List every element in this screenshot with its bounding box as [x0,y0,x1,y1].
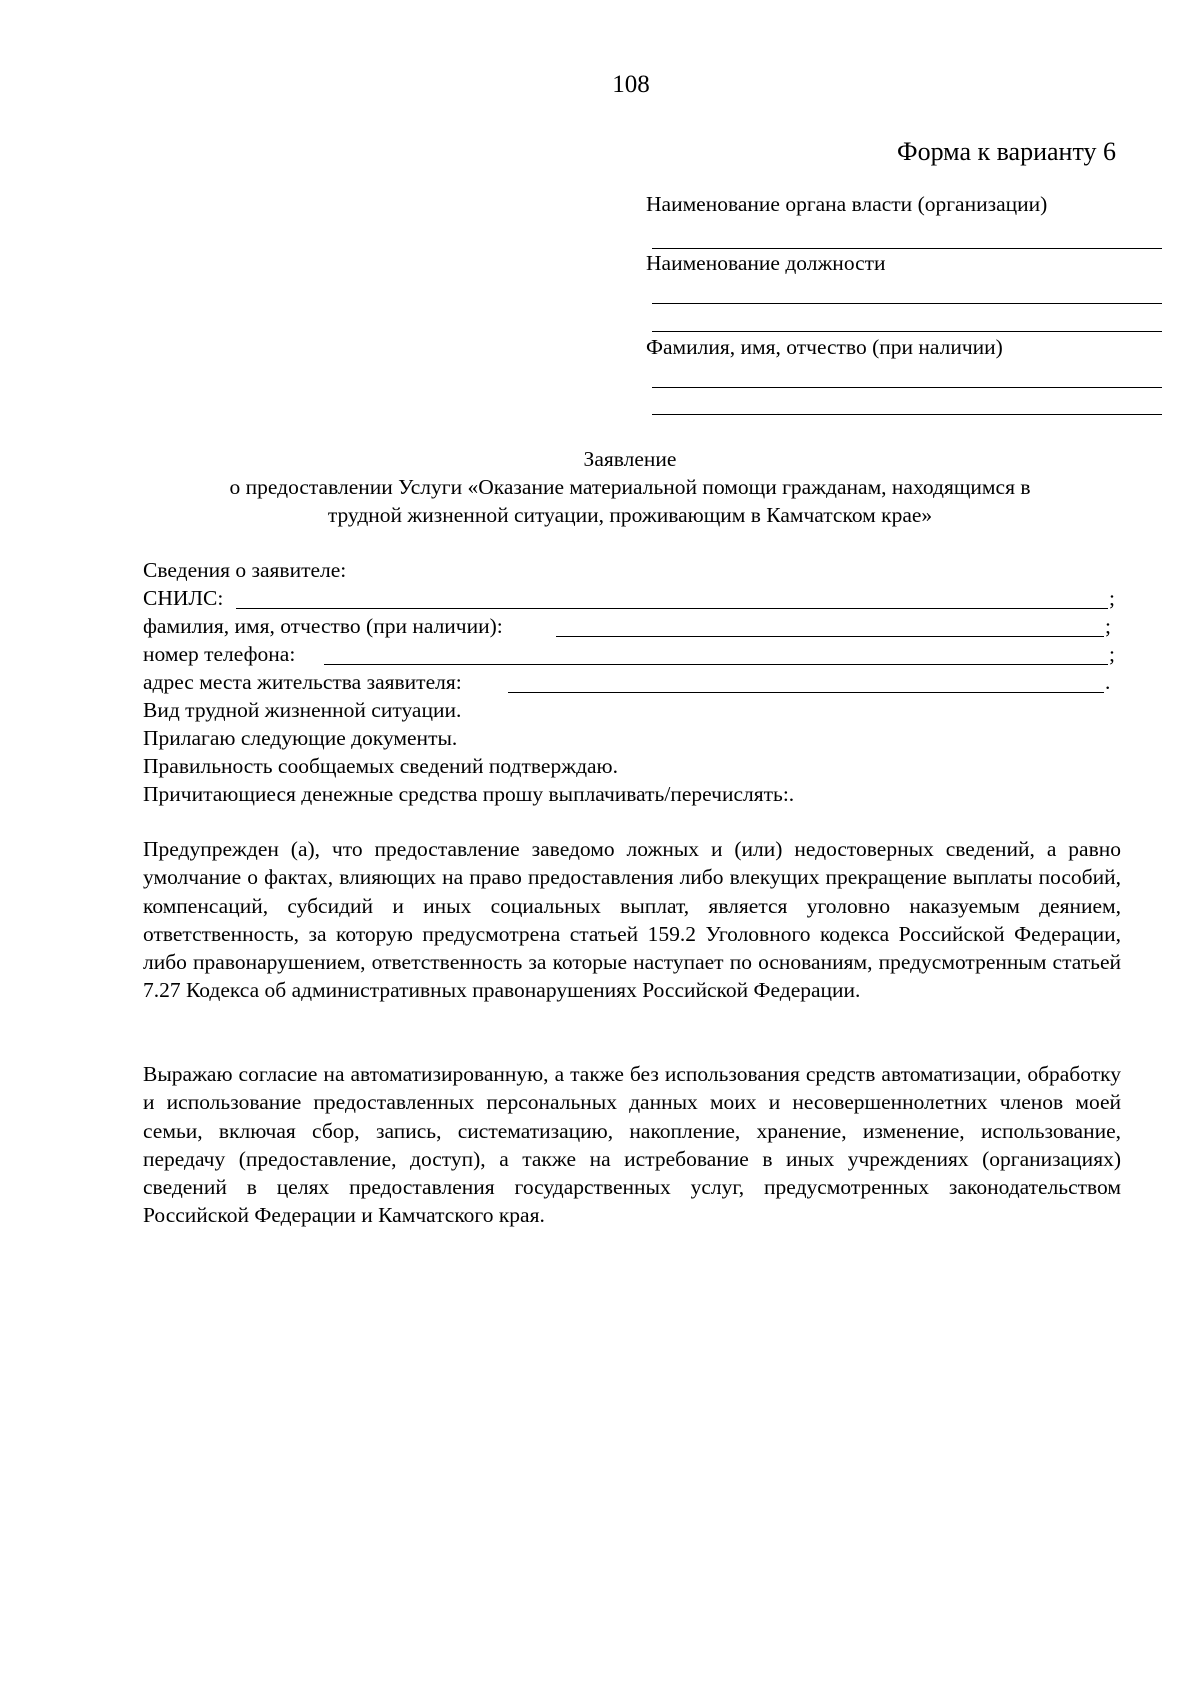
snils-terminator: ; [1109,586,1115,610]
snils-field[interactable] [236,608,1108,609]
document-title: Заявление [583,447,677,471]
address-field[interactable] [508,692,1104,693]
address-label: адрес места жительства заявителя: [143,670,462,694]
page-number: 108 [612,71,650,98]
applicant-fio-terminator: ; [1105,614,1111,638]
snils-label: СНИЛС: [143,586,224,610]
warning-paragraph: Предупрежден (а), что предоставление заведомо ложных и (или) недостоверных сведений, а равно умолчание о фактах, влияющих на право предоставления либо влекущих прекращение выплаты пособий, компенсаций, субсидий и иных социальных выплат, является уголовно наказуемым деянием, ответственность, за которую предусмотрена статьей 159.2 Уголовного кодекса Российской Федерации, либо правонарушением, ответственность за которые наступает по основаниям, предусмотренным статьей 7.27 Кодекса об административных правонарушениях Российской Федерации. [143,837,1121,1003]
phone-label: номер телефона: [143,642,296,666]
applicant-heading: Сведения о заявителе: [143,558,347,582]
consent-paragraph: Выражаю согласие на автоматизированную, а также без использования средств автоматизации, обработку и использование предоставленных персональных данных моих и несовершеннолетних членов моей семьи, включая сбор, запись, систематизацию, накопление, хранение, изменение, использование, передачу (предоставление, доступ), а также на истребование в иных учреждениях (организациях) сведений в целях предоставления государственных услуг, предусмотренных законодательством Российской Федерации и Камчатского края. [143,1062,1121,1228]
fio-field-line-2[interactable] [652,414,1162,415]
phone-terminator: ; [1109,642,1115,666]
position-field-line-1[interactable] [652,303,1162,304]
document-subtitle-line-1: о предоставлении Услуги «Оказание материальной помощи гражданам, находящимся в [229,475,1031,499]
form-variant-label: Форма к варианту 6 [897,137,1116,166]
applicant-fio-label: фамилия, имя, отчество (при наличии): [143,614,503,638]
position-field-line-2[interactable] [652,331,1162,332]
situation-statement: Вид трудной жизненной ситуации. [143,698,462,722]
address-terminator: . [1105,670,1111,694]
authority-label: Наименование органа власти (организации) [646,192,1048,216]
applicant-fio-field[interactable] [556,636,1104,637]
fio-label: Фамилия, имя, отчество (при наличии) [646,335,1003,359]
phone-field[interactable] [324,664,1108,665]
payment-statement: Причитающиеся денежные средства прошу выплачивать/перечислять:. [143,782,795,806]
document-subtitle-line-2: трудной жизненной ситуации, проживающим в Камчатском крае» [327,503,933,527]
documents-statement: Прилагаю следующие документы. [143,726,458,750]
position-label: Наименование должности [646,251,886,275]
fio-field-line-1[interactable] [652,387,1162,388]
confirm-statement: Правильность сообщаемых сведений подтверждаю. [143,754,618,778]
